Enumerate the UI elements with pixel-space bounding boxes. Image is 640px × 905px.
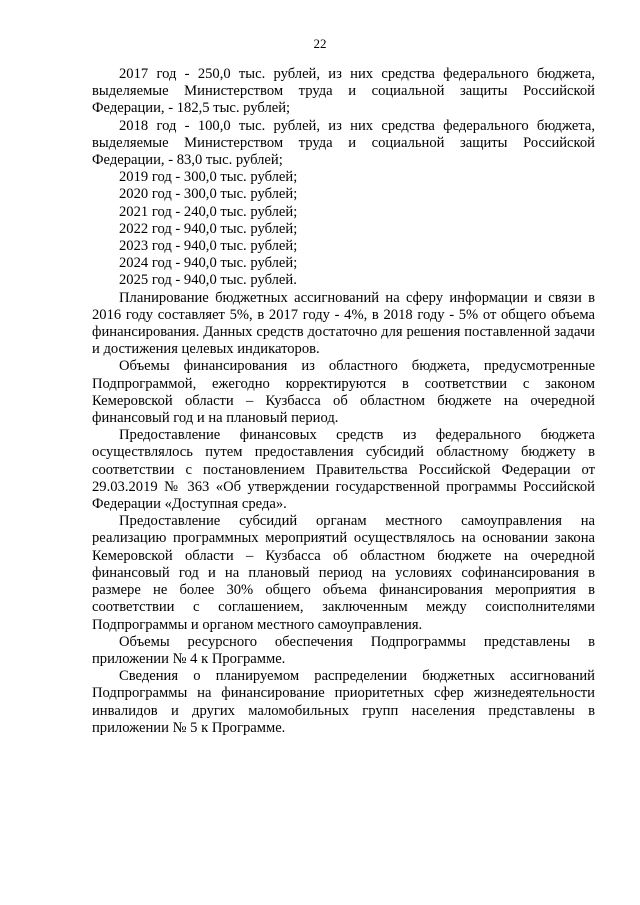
funding-line-2020: 2020 год - 300,0 тыс. рублей; <box>119 186 298 203</box>
paragraph-2018-funding: 2018 год - 100,0 тыс. рублей, из них средства федерального бюджета, выделяемые Министерством труда и социальной защиты Российской Федерации, - 83,0 тыс. рублей; <box>92 117 595 169</box>
paragraph-allocation-appendix-5: Сведения о планируемом распределении бюджетных ассигнований Подпрограммы на финансирование приоритетных сфер жизнедеятельности инвалидов и других маломобильных групп населения представлены в приложении № 5 к Программе. <box>92 668 595 736</box>
funding-line-2023: 2023 год - 940,0 тыс. рублей; <box>119 238 298 255</box>
funding-line-2022: 2022 год - 940,0 тыс. рублей; <box>119 220 298 237</box>
paragraph-regional-budget-volumes: Объемы финансирования из областного бюджета, предусмотренные Подпрограммой, ежегодно корректируются в соответствии с законом Кемеровской области – Кузбасса об областном бюджете на очередной финансовый год и на плановый период. <box>92 358 595 427</box>
paragraph-resource-appendix-4: Объемы ресурсного обеспечения Подпрограммы представлены в приложении № 4 к Программе. <box>92 633 595 667</box>
funding-line-2024: 2024 год - 940,0 тыс. рублей; <box>119 255 298 272</box>
funding-line-2019: 2019 год - 300,0 тыс. рублей; <box>119 169 298 186</box>
paragraph-info-communication-budget: Планирование бюджетных ассигнований на сферу информации и связи в 2016 году составляет 5%, в 2017 году - 4%, в 2018 году - 5% от общего объема финансирования. Данных средств достаточно для решения поставленной задачи и достижения целевых индикаторов. <box>92 289 595 358</box>
paragraph-local-subsidies: Предоставление субсидий органам местного самоуправления на реализацию программных мероприятий осуществлялось на основании закона Кемеровской области – Кузбасса об областном бюджете на очередной финансовый год и на плановый период на условиях софинансирования в размере не более 30% общего объема финансирования мероприятия в соответствии с соглашением, заключенным между соисполнителями Подпрограммы и органом местного самоуправления. <box>92 513 595 633</box>
funding-line-2021: 2021 год - 240,0 тыс. рублей; <box>119 203 298 220</box>
document-body <box>92 66 595 737</box>
paragraph-2017-funding: 2017 год - 250,0 тыс. рублей, из них средства федерального бюджета, выделяемые Министерством труда и социальной защиты Российской Федерации, - 182,5 тыс. рублей; <box>92 66 595 117</box>
page-number: 22 <box>313 36 327 51</box>
paragraph-federal-funds: Предоставление финансовых средств из федерального бюджета осуществлялось путем предоставления субсидий областному бюджету в соответствии с постановлением Правительства Российской Федерации от 29.03.2019 № 363 «Об утверждении государственной программы Российской Федерации «Доступная среда». <box>92 427 595 513</box>
funding-line-2025: 2025 год - 940,0 тыс. рублей. <box>119 272 297 289</box>
